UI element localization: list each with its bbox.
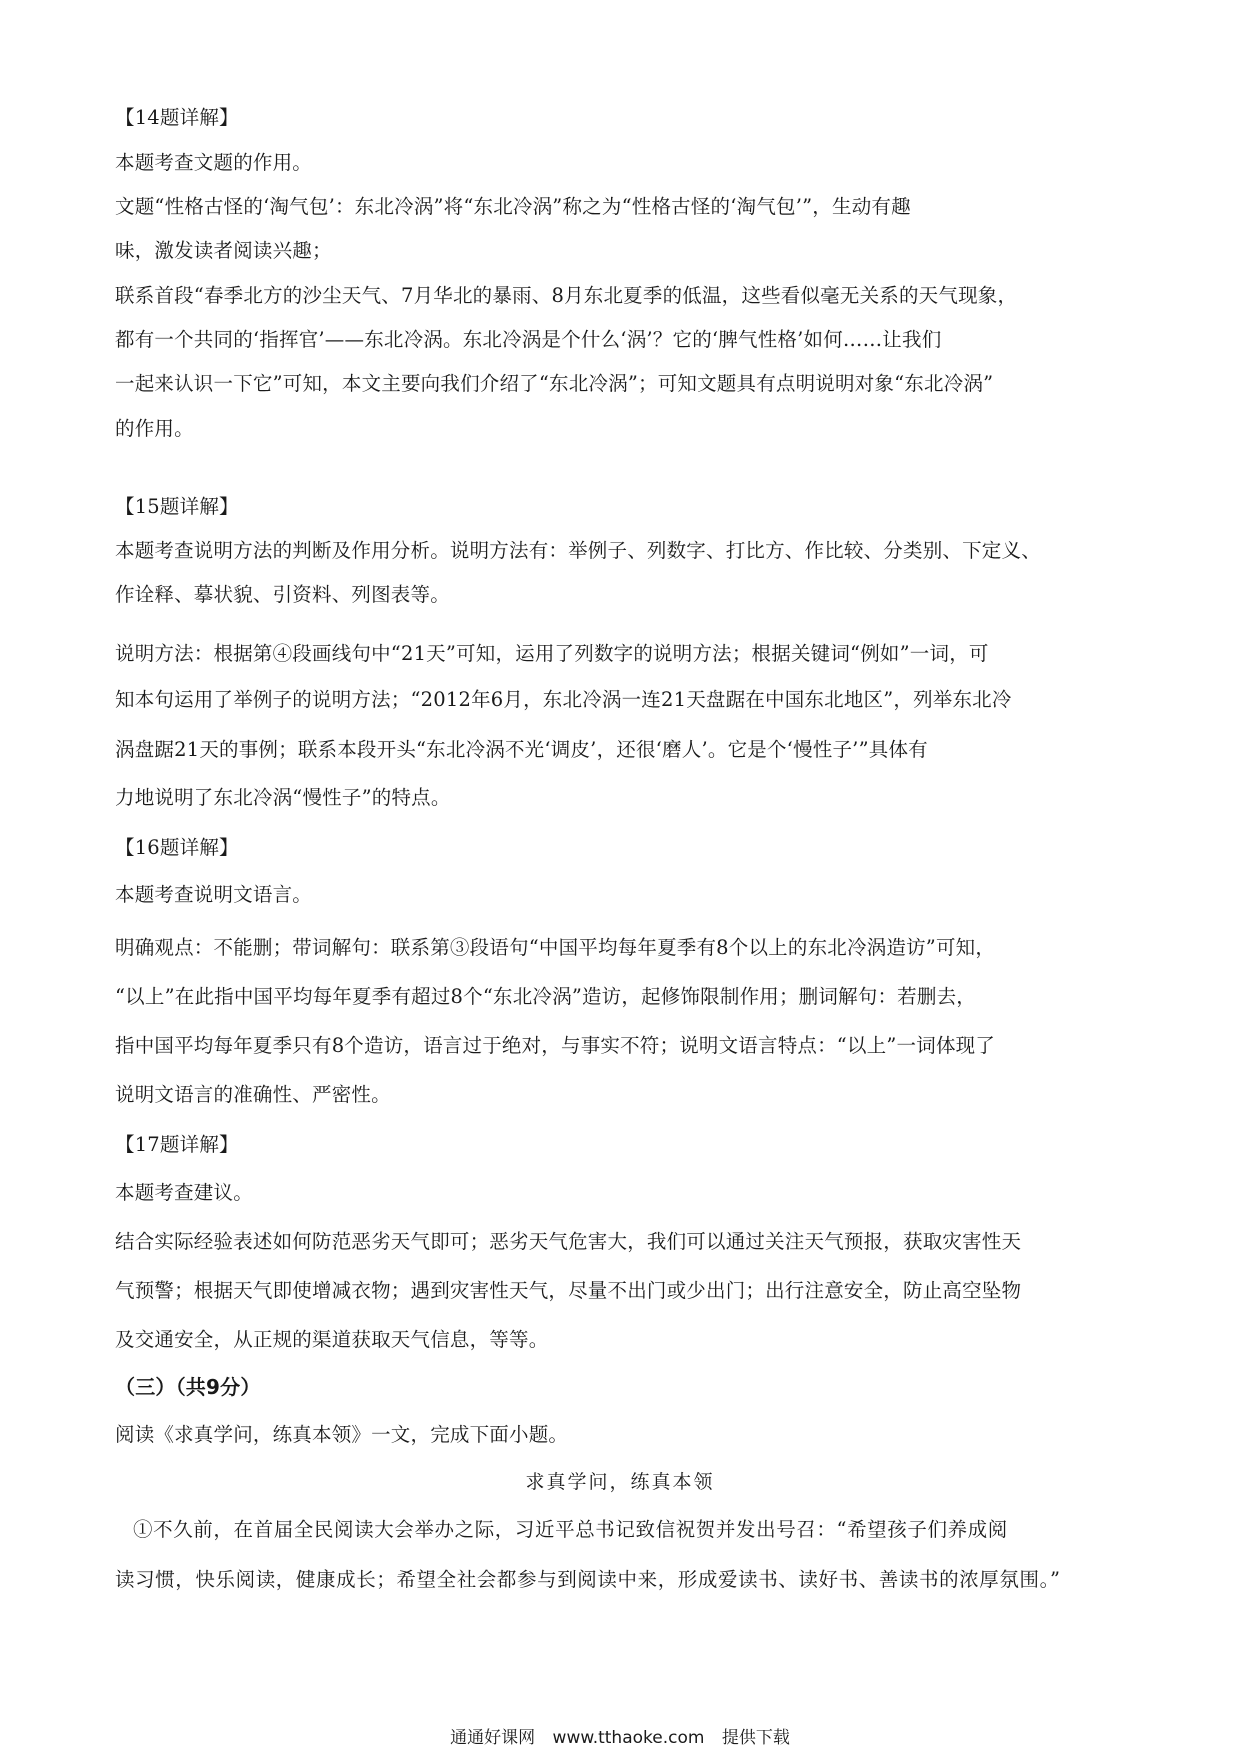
text-line: 本题考查说明文语言。 [115, 883, 313, 906]
section-heading-16: 【16题详解】 [115, 836, 239, 859]
part-three-heading: （三）（共9分） [115, 1375, 261, 1399]
reading-instruction: 阅读《求真学问，练真本领》一文，完成下面小题。 [115, 1423, 569, 1446]
text-line: 文题“性格古怪的‘淘气包’：东北冷涡”将“东北冷涡”称之为“性格古怪的‘淘气包’”，生动有趣 [115, 195, 911, 218]
text-line: 指中国平均每年夏季只有8个造访，语言过于绝对，与事实不符；说明文语言特点：“以上”一词体现了 [115, 1034, 996, 1057]
text-line: 的作用。 [115, 417, 194, 440]
article-paragraph-line: ①不久前，在首届全民阅读大会举办之际，习近平总书记致信祝贺并发出号召：“希望孩子们养成阅 [133, 1518, 1008, 1541]
text-line: 一起来认识一下它”可知，本文主要向我们介绍了“东北冷涡”；可知文题具有点明说明对象“东北冷涡” [115, 372, 994, 395]
text-line: 说明文语言的准确性、严密性。 [115, 1083, 391, 1106]
text-line: 都有一个共同的‘指挥官’——东北冷涡。东北冷涡是个什么‘涡’？它的‘脾气性格’如何……让我们 [115, 328, 942, 351]
text-line: 及交通安全，从正规的渠道获取天气信息，等等。 [115, 1328, 549, 1351]
text-line: 说明方法：根据第④段画线句中“21天”可知，运用了列数字的说明方法；根据关键词“例如”一词，可 [115, 642, 989, 665]
text-line: 本题考查说明方法的判断及作用分析。说明方法有：举例子、列数字、打比方、作比较、分类别、下定义、 [115, 539, 1041, 562]
text-line: 本题考查建议。 [115, 1181, 253, 1204]
section-heading-14: 【14题详解】 [115, 106, 239, 129]
text-line: 结合实际经验表述如何防范恶劣天气即可；恶劣天气危害大，我们可以通过关注天气预报，获取灾害性天 [115, 1230, 1022, 1253]
text-line: 知本句运用了举例子的说明方法；“2012年6月，东北冷涡一连21天盘踞在中国东北地区”，列举东北冷 [115, 688, 1012, 711]
text-line: 涡盘踞21天的事例；联系本段开头“东北冷涡不光‘调皮’，还很‘磨人’。它是个‘慢性子’”具体有 [115, 738, 928, 761]
section-heading-15: 【15题详解】 [115, 495, 239, 518]
article-title: 求真学问，练真本领 [525, 1471, 715, 1493]
article-paragraph-line: 读习惯，快乐阅读，健康成长；希望全社会都参与到阅读中来，形成爱读书、读好书、善读书的浓厚氛围。” [115, 1568, 1061, 1591]
text-line: “以上”在此指中国平均每年夏季有超过8个“东北冷涡”造访，起修饰限制作用；删词解句：若删去， [115, 985, 976, 1008]
footer-suffix: 提供下载 [721, 1728, 790, 1748]
text-line: 力地说明了东北冷涡“慢性子”的特点。 [115, 786, 451, 809]
footer-url[interactable]: www.tthaoke.com [552, 1728, 705, 1748]
text-line: 联系首段“春季北方的沙尘天气、7月华北的暴雨、8月东北夏季的低温，这些看似毫无关系的天气现象， [115, 284, 1018, 307]
text-line: 作诠释、摹状貌、引资料、列图表等。 [115, 583, 450, 606]
text-line: 本题考查文题的作用。 [115, 151, 313, 174]
page-footer [0, 1727, 1240, 1749]
text-line: 明确观点：不能删；带词解句：联系第③段语句“中国平均每年夏季有8个以上的东北冷涡造访”可知， [115, 936, 996, 959]
section-heading-17: 【17题详解】 [115, 1133, 239, 1156]
text-line: 味，激发读者阅读兴趣； [115, 239, 332, 262]
text-line: 气预警；根据天气即使增减衣物；遇到灾害性天气，尽量不出门或少出门；出行注意安全，防止高空坠物 [115, 1279, 1022, 1302]
footer-site-name: 通通好课网 [450, 1728, 536, 1748]
